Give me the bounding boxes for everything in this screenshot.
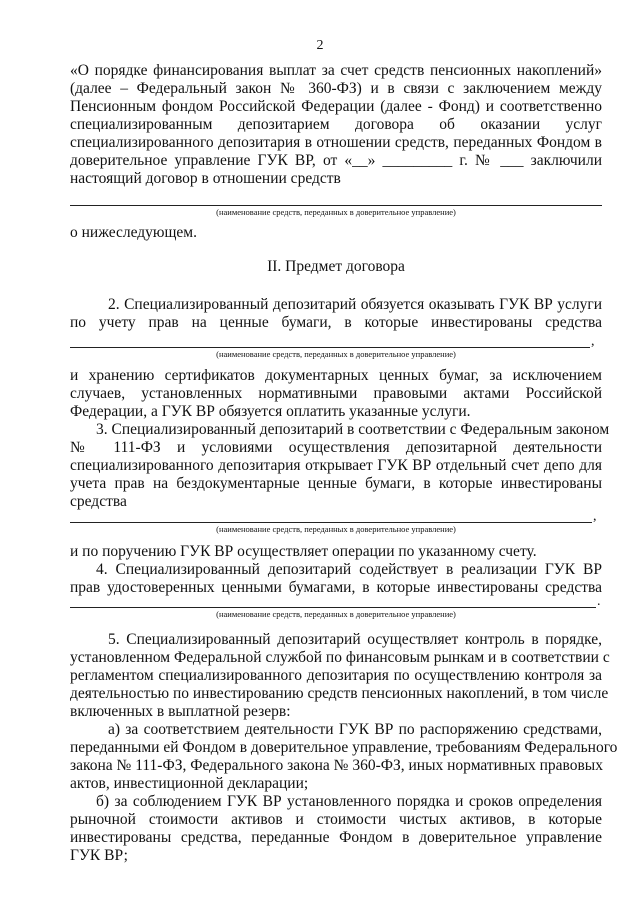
text-line: 2. Специализированный депозитарий обязуется оказывать ГУК ВР услуги <box>108 296 602 313</box>
text-line: прав удостоверенных ценными бумагами, в которые инвестированы средства <box>70 579 602 596</box>
text-line: а) за соответствием деятельности ГУК ВР по распоряжению средствами, <box>108 721 602 738</box>
text-line: Федерации, а ГУК ВР обязуется оплатить указанные услуги. <box>70 403 471 420</box>
text-line: Пенсионным фондом Российской Федерации (далее - Фонд) и соответственно <box>70 98 602 115</box>
fill-in-caption: (наименование средств, переданных в доверительное управление) <box>216 207 456 217</box>
text-line: включенных в выплатной резерв: <box>70 703 291 720</box>
fill-in-line <box>70 522 592 523</box>
text-line: доверительное управление ГУК ВР, от «__» _________ г. № ___ заключили <box>70 152 602 169</box>
text-line: о нижеследующем. <box>70 224 197 241</box>
text-line: 5. Специализированный депозитарий осуществляет контроль в порядке, <box>108 631 602 648</box>
text-line: рыночной стоимости активов и стоимости чистых активов, в которые <box>70 811 602 828</box>
fill-in-line <box>70 347 590 348</box>
text-line: и хранению сертификатов документарных ценных бумаг, за исключением <box>70 367 602 384</box>
text-line: 3. Специализированный депозитарий в соответствии с Федеральным законом <box>96 421 610 438</box>
text-line: 4. Специализированный депозитарий содействует в реализации ГУК ВР <box>96 561 602 578</box>
fill-in-punctuation: . <box>597 594 601 609</box>
section-heading: II. Предмет договора <box>267 258 405 275</box>
text-line: «О порядке финансирования выплат за счет средств пенсионных накоплений» <box>70 62 602 79</box>
text-line: специализированным депозитарием договора об оказании услуг <box>70 116 602 133</box>
fill-in-punctuation: , <box>593 509 597 524</box>
text-line: ГУК ВР; <box>70 847 128 864</box>
text-line: (далее – Федеральный закон № 360-ФЗ) и в связи с заключением между <box>70 80 602 97</box>
text-line: по учету прав на ценные бумаги, в которые инвестированы средства <box>70 314 602 331</box>
text-line: учета прав на бездокументарные ценные бумаги, в которые инвестированы <box>70 475 602 492</box>
text-line: закона № 111-ФЗ, Федерального закона № 360-ФЗ, иных нормативных правовых <box>70 757 603 774</box>
fill-in-punctuation: , <box>591 334 595 349</box>
text-line: специализированного депозитария открывает ГУК ВР отдельный счет депо для <box>70 457 602 474</box>
page-number: 2 <box>316 38 324 53</box>
text-line: переданными ей Фондом в доверительное управление, требованиям Федерального <box>70 739 618 756</box>
fill-in-caption: (наименование средств, переданных в доверительное управление) <box>216 349 456 359</box>
text-line: актов, инвестиционной декларации; <box>70 775 309 792</box>
text-line: средства <box>70 493 127 510</box>
fill-in-caption: (наименование средств, переданных в доверительное управление) <box>216 609 456 619</box>
text-line: случаев, установленных нормативными правовыми актами Российской <box>70 385 602 402</box>
text-line: и по поручению ГУК ВР осуществляет операции по указанному счету. <box>70 543 537 560</box>
fill-in-line <box>70 205 602 206</box>
text-line: № 111-ФЗ и условиями осуществления депозитарной деятельности <box>70 439 602 456</box>
fill-in-caption: (наименование средств, переданных в доверительное управление) <box>216 524 456 534</box>
text-line: настоящий договор в отношении средств <box>70 170 341 187</box>
fill-in-line <box>70 607 596 608</box>
text-line: установленном Федеральной службой по финансовым рынкам и в соответствии с <box>70 649 610 666</box>
text-line: регламентом специализированного депозитария по осуществлению контроля за <box>70 667 602 684</box>
text-line: деятельностью по инвестированию средств пенсионных накоплений, в том числе <box>70 685 609 702</box>
text-line: б) за соблюдением ГУК ВР установленного порядка и сроков определения <box>96 793 602 810</box>
text-line: специализированного депозитария в отношении средств, переданных Фондом в <box>70 134 602 151</box>
text-line: инвестированы средства, переданные Фондом в доверительное управление <box>70 829 602 846</box>
